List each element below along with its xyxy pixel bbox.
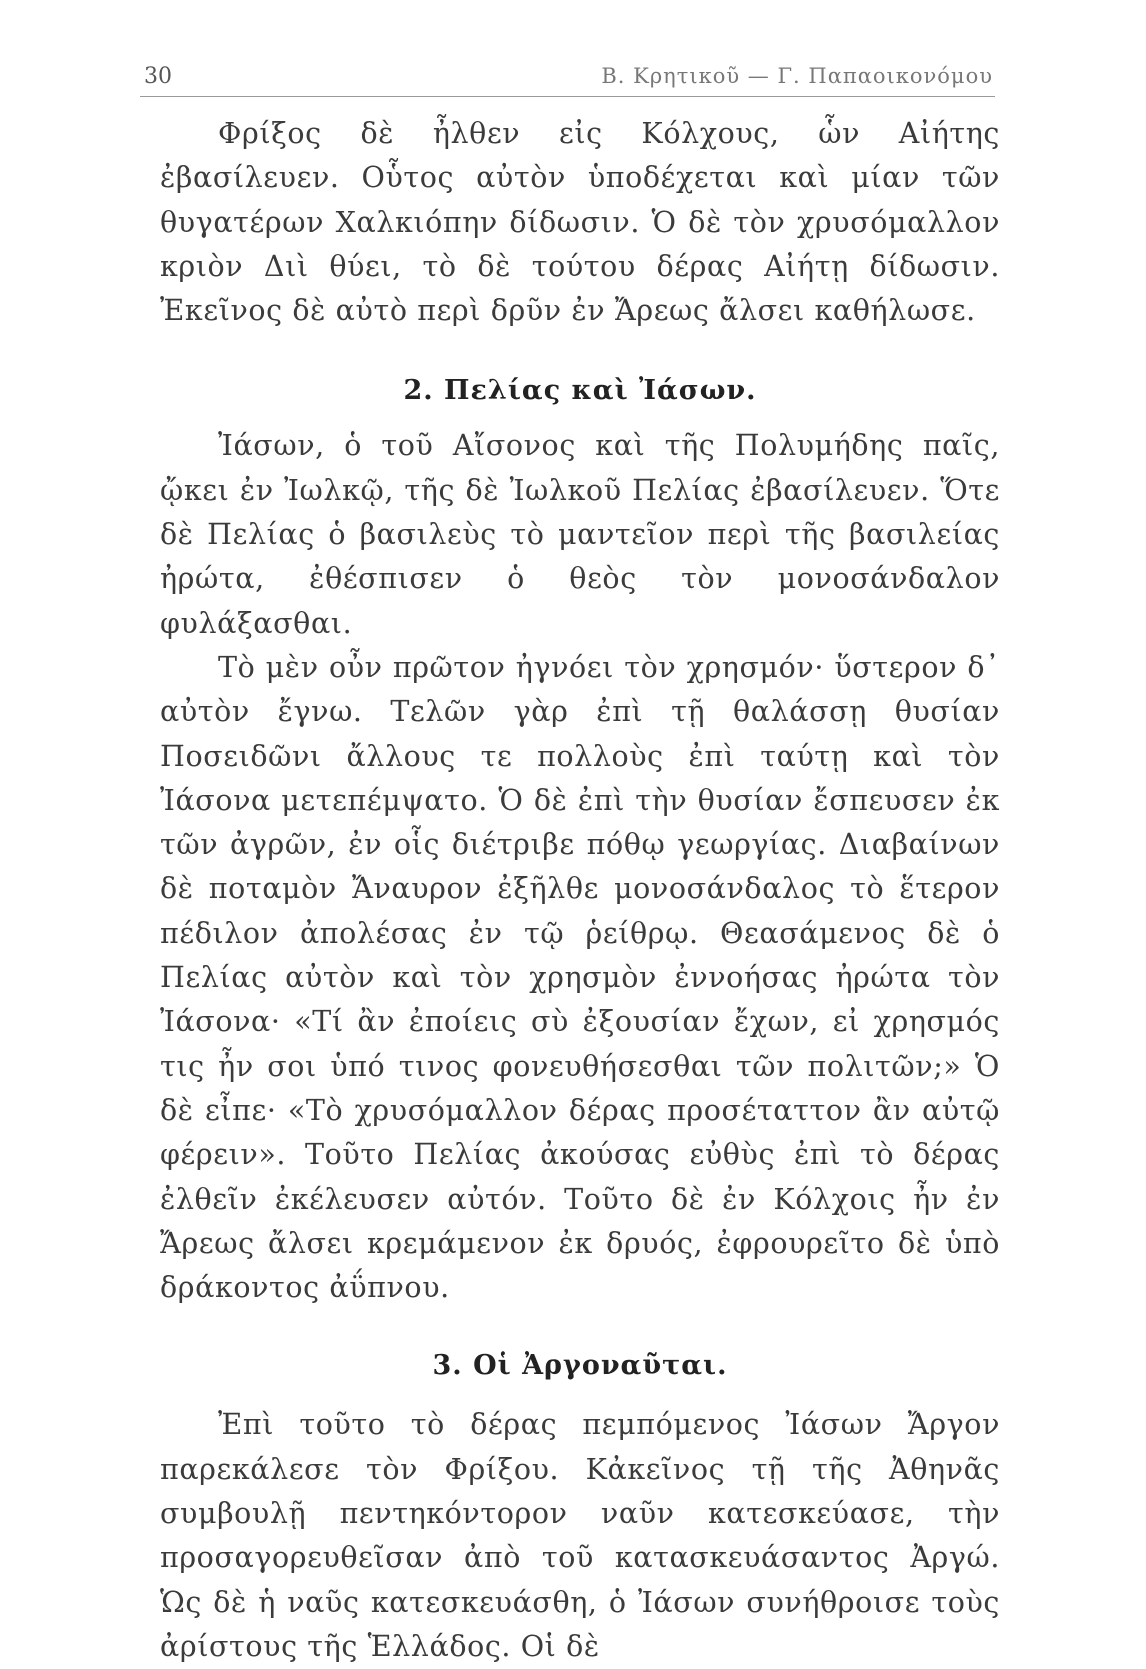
- paragraph-phrixus: Φρίξος δὲ ἦλθεν εἰς Κόλχους, ὧν Αἰήτης ἐβασίλευεν. Οὗτος αὐτὸν ὑποδέχεται καὶ μίαν τῶν θυγατέρων Χαλκιόπην δίδωσιν. Ὁ δὲ τὸν χρυσόμαλλον κριὸν Διὶ θύει, τὸ δὲ τούτου δέρας Αἰήτῃ δίδωσιν. Ἐκεῖνος δὲ αὐτὸ περὶ δρῦν ἐν Ἄρεως ἄλσει καθήλωσε.: [160, 117, 1000, 328]
- page-number: 30: [144, 64, 172, 89]
- paragraph-jason-oracle: Ἰάσων, ὁ τοῦ Αἴσονος καὶ τῆς Πολυμήδης παῖς, ᾤκει ἐν Ἰωλκῷ, τῆς δὲ Ἰωλκοῦ Πελίας ἐβασίλευεν. Ὅτε δὲ Πελίας ὁ βασιλεὺς τὸ μαντεῖον περὶ τῆς βασιλείας ἠρώτα, ἐθέσπισεν ὁ θεὸς τὸν μονοσάνδαλον φυλάξασθαι.: [160, 429, 1000, 640]
- text-body: [160, 112, 1000, 1669]
- paragraph-argo: Ἐπὶ τοῦτο τὸ δέρας πεμπόμενος Ἰάσων Ἄργον παρεκάλεσε τὸν Φρίξου. Κἀκεῖνος τῇ τῆς Ἀθηνᾶς συμβουλῇ πεντηκόντορον ναῦν κατεσκεύασε, τὴν προσαγορευθεῖσαν ἀπὸ τοῦ κατασκευάσαντος Ἀργώ. Ὡς δὲ ἡ ναῦς κατεσκευάσθη, ὁ Ἰάσων συνήθροισε τοὺς ἀρίστους τῆς Ἑλλάδος. Οἱ δὲ: [160, 1408, 1000, 1663]
- page-header: [140, 56, 995, 97]
- section-heading-pelias-jason: 2. Πελίας καὶ Ἰάσων.: [403, 375, 757, 407]
- paragraph-monosandal: Τὸ μὲν οὖν πρῶτον ἠγνόει τὸν χρησμόν· ὕστερον δ᾽ αὐτὸν ἔγνω. Τελῶν γὰρ ἐπὶ τῇ θαλάσσῃ θυσίαν Ποσειδῶνι ἄλλους τε πολλοὺς ἐπὶ ταύτῃ καὶ τὸν Ἰάσονα μετεπέμψατο. Ὁ δὲ ἐπὶ τὴν θυσίαν ἔσπευσεν ἐκ τῶν ἀγρῶν, ἐν οἷς διέτριβε πόθῳ γεωργίας. Διαβαίνων δὲ ποταμὸν Ἄναυρον ἐξῆλθε μονοσάνδαλος τὸ ἕτερον πέδιλον ἀπολέσας ἐν τῷ ῥείθρῳ. Θεασάμενος δὲ ὁ Πελίας αὐτὸν καὶ τὸν χρησμὸν ἐννοήσας ἠρώτα τὸν Ἰάσονα· «Τί ἂν ἐποίεις σὺ ἐξουσίαν ἔχων, εἰ χρησμός τις ἦν σοι ὑπό τινος φονευθήσεσθαι τῶν πολιτῶν;» Ὁ δὲ εἶπε· «Τὸ χρυσόμαλλον δέρας προσέταττον ἂν αὐτῷ φέρειν». Τοῦτο Πελίας ἀκούσας εὐθὺς ἐπὶ τὸ δέρας ἐλθεῖν ἐκέλευσεν αὐτόν. Τοῦτο δὲ ἐν Κόλχοις ἦν ἐν Ἄρεως ἄλσει κρεμάμενον ἐκ δρυός, ἐφρουρεῖτο δὲ ὑπὸ δράκοντος ἀΰπνου.: [160, 650, 1000, 1305]
- running-head: Β. Κρητικοῦ — Γ. Παπαοικονόμου: [601, 64, 993, 88]
- section-heading-argonauts: 3. Οἱ Ἀργοναῦται.: [432, 1350, 728, 1382]
